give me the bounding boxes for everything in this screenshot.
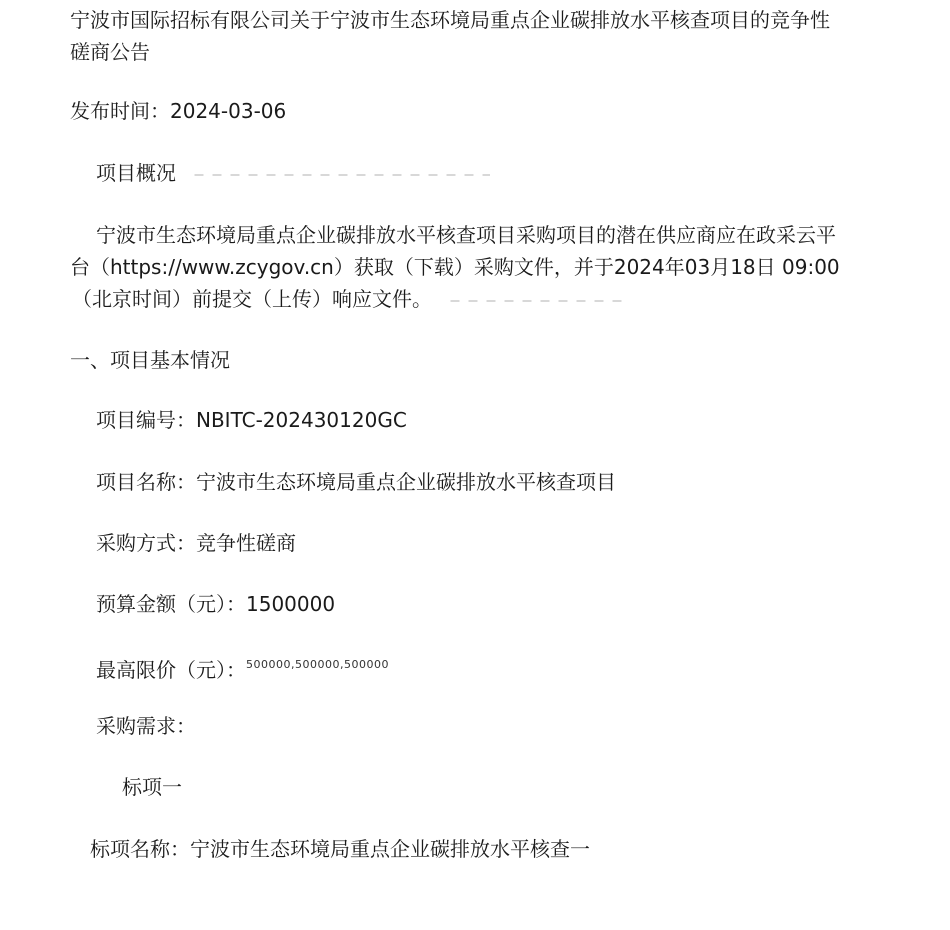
faint-dotted-rule xyxy=(190,174,490,176)
field-project-name: 项目名称：宁波市生态环境局重点企业碳排放水平核查项目 xyxy=(96,470,616,494)
field-max-price xyxy=(96,650,389,685)
notice-title-line-1: 宁波市国际招标有限公司关于宁波市生态环境局重点企业碳排放水平核查项目的竞争性 xyxy=(70,8,830,32)
overview-paragraph-line-3 xyxy=(72,284,626,314)
publish-date-label: 发布时间： xyxy=(70,99,170,123)
field-procurement-method: 采购方式：竞争性磋商 xyxy=(96,531,296,555)
overview-heading xyxy=(96,158,490,188)
max-price-values: 500000,500000,500000 xyxy=(246,658,389,671)
lot-name: 标项名称：宁波市生态环境局重点企业碳排放水平核查一 xyxy=(90,837,590,861)
faint-dotted-rule xyxy=(446,300,626,302)
section-heading-basic-info: 一、项目基本情况 xyxy=(70,348,230,372)
overview-paragraph-line-1: 宁波市生态环境局重点企业碳排放水平核查项目采购项目的潜在供应商应在政采云平 xyxy=(96,223,836,247)
notice-title-line-2: 磋商公告 xyxy=(70,40,150,64)
max-price-label: 最高限价（元）： xyxy=(96,658,246,682)
publish-date xyxy=(70,96,286,126)
lot-heading: 标项一 xyxy=(122,775,182,799)
field-budget: 预算金额（元）：1500000 xyxy=(96,592,336,616)
field-project-number: 项目编号：NBITC-202430120GC xyxy=(96,408,407,432)
publish-date-value: 2024-03-06 xyxy=(170,99,287,123)
field-requirements: 采购需求： xyxy=(96,714,196,738)
overview-paragraph-line-3-text: （北京时间）前提交（上传）响应文件。 xyxy=(72,287,432,311)
overview-paragraph-line-2: 台（https://www.zcygov.cn）获取（下载）采购文件，并于2024年03月18日 09:00 xyxy=(70,255,840,279)
overview-heading-text: 项目概况 xyxy=(96,161,176,185)
